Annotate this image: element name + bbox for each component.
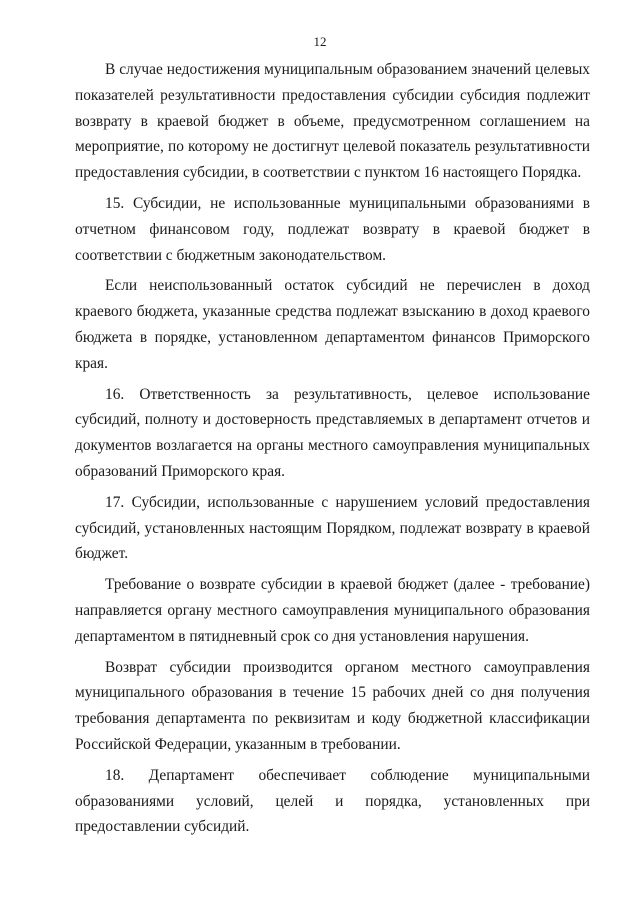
document-body: [75, 57, 590, 845]
paragraph-18: 18. Департамент обеспечивает соблюдение муниципальными образованиями условий, целей и порядка, установленных при предоставлении субсидий.: [75, 766, 590, 836]
paragraph-refund-shortfall: В случае недостижения муниципальным образованием значений целевых показателей результативности предоставления субсидии субсидия подлежит возврату в краевой бюджет в объеме, предусмотренном соглашением на мероприятие, по которому не достигнут целевой показатель результативности предоставления субсидии, в соответствии с пунктом 16 настоящего Порядка.: [75, 61, 590, 182]
paragraph-17-requirement: Требование о возврате субсидии в краевой бюджет (далее - требование) направляется органу местного самоуправления муниципального образования департаментом в пятидневный срок со дня установления нарушения.: [75, 576, 590, 645]
paragraph-15-recovery: Если неиспользованный остаток субсидий не перечислен в доход краевого бюджета, указанные средства подлежат взысканию в доход краевого бюджета в порядке, установленном департаментом финансов Приморского края.: [75, 277, 590, 372]
paragraph-17: 17. Субсидии, использованные с нарушением условий предоставления субсидий, установленных настоящим Порядком, подлежат возврату в краевой бюджет.: [75, 493, 590, 563]
paragraph-16: 16. Ответственность за результативность, целевое использование субсидий, полноту и достоверность представляемых в департамент отчетов и документов возлагается на органы местного самоуправления муниципальных образований Приморского края.: [75, 385, 590, 480]
paragraph-17-return: Возврат субсидии производится органом местного самоуправления муниципального образования в течение 15 рабочих дней со дня получения требования департамента по реквизитам и коду бюджетной классификации Российской Федерации, указанным в требовании.: [75, 658, 590, 753]
paragraph-15: 15. Субсидии, не использованные муниципальными образованиями в отчетном финансовом году, подлежат возврату в краевой бюджет в соответствии с бюджетным законодательством.: [75, 194, 590, 264]
page-number: 12: [313, 34, 327, 49]
